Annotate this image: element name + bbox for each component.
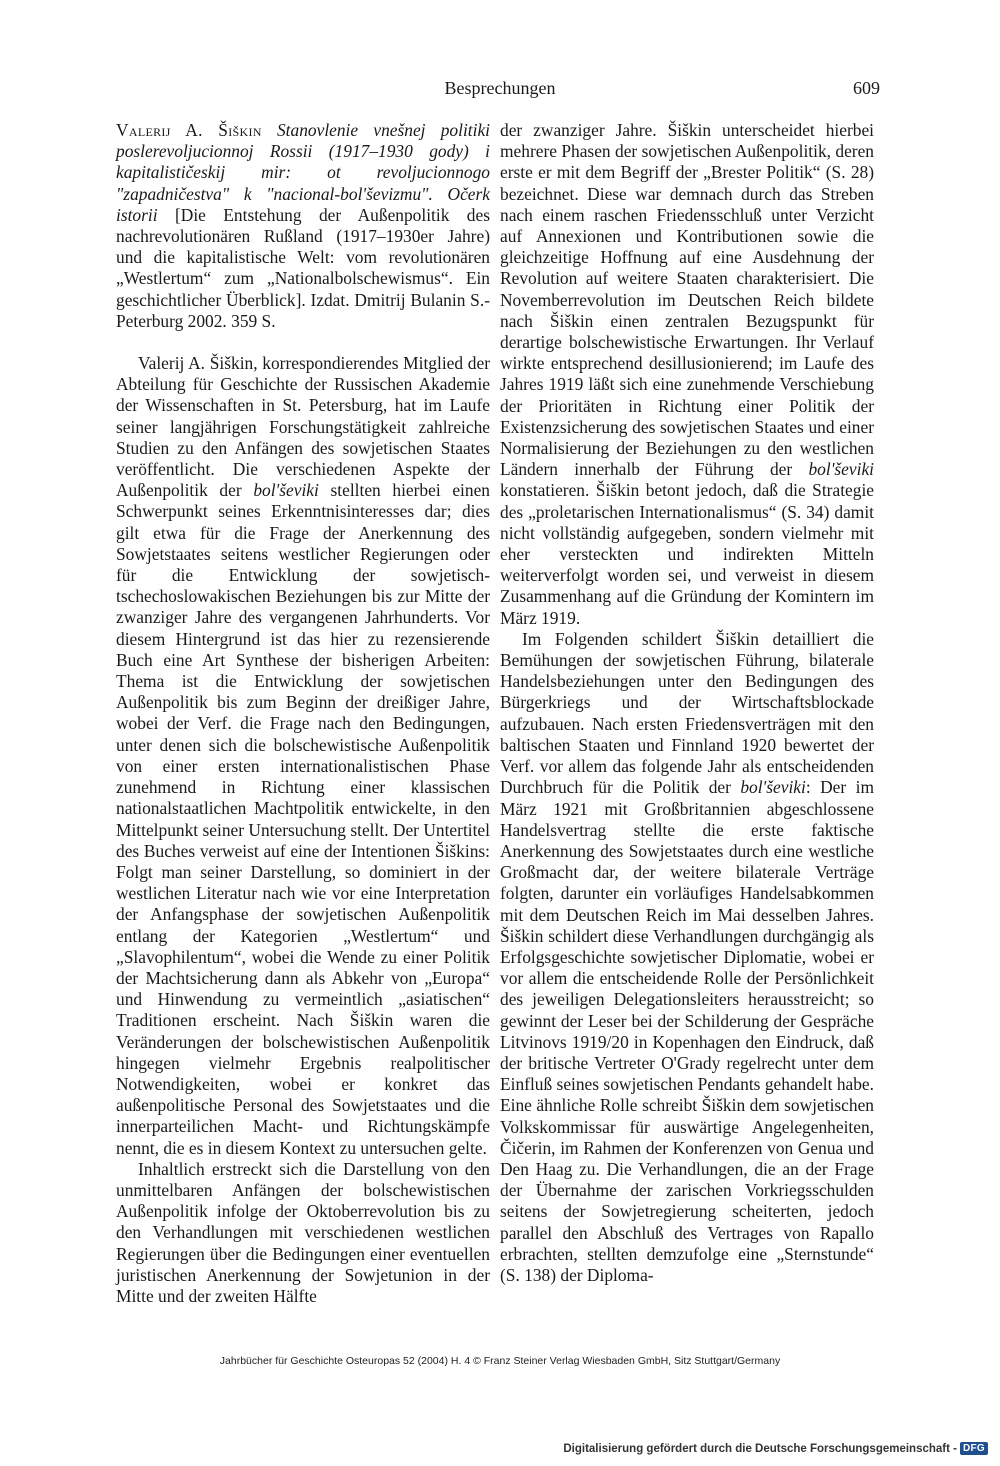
funding-notice: [563, 1442, 988, 1455]
book-citation: [116, 120, 490, 332]
citation-author: Valerij A. Šiškin: [116, 120, 262, 140]
dfg-logo: DFG: [960, 1442, 988, 1455]
paragraph: [500, 120, 874, 629]
left-column: [116, 120, 490, 1307]
right-column: [500, 120, 874, 1286]
text-run: : Der im März 1921 mit Großbritannien abgeschlossene Handelsvertrag stellte die erste faktische Anerkennung des Sowjetstaates durch eine westliche Großmacht dar, der weitere bilaterale Verträge folgten, darunter ein vorläufiges Handelsabkommen mit dem Deutschen Reich im Mai desselben Jahres. Šiškin schildert diese Verhandlungen durchgängig als Erfolgsgeschichte sowjetischer Diplomatie, wobei er vor allem die entscheidende Rolle der Persönlichkeit des jeweiligen Delegationsleiters herausstreicht; so gewinnt der Leser bei der Schilderung der Gespräche Litvinovs 1919/20 in Kopenhagen den Eindruck, daß der britische Vertreter O'Grady regelrecht unter dem Einfluß seines sowjetischen Pendants gehandelt habe. Eine ähnliche Rolle schreibt Šiškin dem sowjetischen Volkskommissar für auswärtige Angelegenheiten, Čičerin, im Rahmen der Konferenzen von Genua und Den Haag zu. Die Verhandlungen, die an der Frage der Übernahme der zarischen Vorkriegsschulden seitens der Sowjetregierung scheiterten, jedoch parallel den Abschluß des Vertrages von Rapallo erbrachten, stellten demzufolge eine „Sternstunde“ (S. 138) der Diploma-: [500, 777, 874, 1285]
text-run: Im Folgenden schildert Šiškin detailliert die Bemühungen der sowjetischen Führung, bilaterale Handelsbeziehungen unter den Bedingungen des Bürgerkriegs und der Wirtschaftsblockade aufzubauen. Nach ersten Friedensverträgen mit den baltischen Staaten und Finnland 1920 bewertet der Verf. vor allem das folgende Jahr als entscheidenden Durchbruch für die Politik der: [500, 628, 874, 798]
page-number: 609: [853, 78, 880, 98]
funding-text: Digitalisierung gefördert durch die Deutsche Forschungsgemeinschaft -: [563, 1442, 957, 1455]
text-run: der zwanziger Jahre. Šiškin unterscheidet hierbei mehrere Phasen der sowjetischen Außenpolitik, deren erste er mit dem Begriff der „Brester Politik“ (S. 28) bezeichnet. Diese war demnach durch das Streben nach einem raschen Friedensschluß unter Verzicht auf Annexionen und Kontributionen sowie die gleichzeitige Hoffnung auf eine Ausdehnung der Revolution auf weitere Staaten charakterisiert. Die Novemberrevolution im Deutschen Reich bildete nach Šiškin einen zentralen Bezugspunkt für derartige bolschewistische Erwartungen. Ihr Verlauf wirkte entsprechend desillusionierend; im Laufe des Jahres 1919 läßt sich eine zunehmende Verschiebung der Prioritäten in Richtung einer Politik der Existenzsicherung des sowjetischen Staates und einer Normalisierung der Beziehungen zu den westlichen Ländern innerhalb der Führung der: [500, 120, 874, 480]
italic-term: bol'ševiki: [253, 480, 319, 501]
citation-title: Stanovlenie vnešnej politiki poslerevoljucionnoj Rossii (1917–1930 gody) i kapitalističeskij mir: ot revoljucionnogo "zapadničestva" k "nacional-bol'ševizmu". Očerk istorii: [116, 120, 490, 225]
text-run: stellten hierbei einen Schwerpunkt seines Erkenntnisinteresses dar; dies gilt etwa für die Frage der Anerkennung des Sowjetstaates seitens westlicher Regierungen oder für die Entwicklung der sowjetisch-tschechoslowakischen Beziehungen bis zur Mitte der zwanziger Jahre des vergangenen Jahrhunderts. Vor diesem Hintergrund ist das hier zu rezensierende Buch eine Art Synthese der bisherigen Arbeiten: Thema ist die Entwicklung der sowjetischen Außenpolitik bis zum Beginn der dreißiger Jahre, wobei der Verf. die Frage nach den Bedingungen, unter denen sich die bolschewistische Außenpolitik von einer ersten internationalistischen Phase zunehmend in Richtung einer klassischen nationalstaatlichen Machtpolitik entwickelte, in den Mittelpunkt seiner Untersuchung stellt. Der Untertitel des Buches verweist auf eine der Intentionen Šiškins: Folgt man seiner Darstellung, so dominiert in der westlichen Literatur nach wie vor eine Interpretation der Anfangsphase der sowjetischen Außenpolitik entlang der Kategorien „Westlertum“ und „Slavophilentum“, wobei die Wende zu einer Politik der Machtsicherung dann als Abkehr von „Europa“ und Hinwendung zu vermeintlich „asiatischen“ Traditionen erscheint. Nach Šiškin waren die Veränderungen der bolschewistischen Außenpolitik hingegen vielmehr Ergebnis realpolitischer Notwendigkeiten, wobei er konkret das außenpolitische Personal des Sowjetstaates und die innerparteilichen Macht- und Richtungskämpfe nennt, die es in diesem Kontext zu untersuchen gelte.: [116, 480, 490, 1158]
citation-details: [Die Entstehung der Außenpolitik des nachrevolutionären Rußland (1917–1930er Jahre) und die kapitalistische Welt: vom revolutionären „Westlertum“ zum „Nationalbolschewismus“. Ein geschichtlicher Überblick]. Izdat. Dmitrij Bulanin S.-Peterburg 2002. 359 S.: [116, 204, 490, 331]
page-header: [120, 78, 880, 104]
paragraph: [500, 629, 874, 1286]
paragraph: [116, 353, 490, 1159]
running-head: Besprechungen: [444, 78, 556, 98]
text-run: konstatieren. Šiškin betont jedoch, daß die Strategie des „proletarischen Internationalismus“ (S. 34) damit nicht vollständig aufgegeben, sondern vielmehr mit eher versteckten und indirekten Mitteln weiterverfolgt worden sei, und verweist in diesem Zusammenhang auf die Gründung der Komintern im März 1919.: [500, 480, 874, 628]
italic-term: bol'ševiki: [808, 459, 874, 480]
journal-footer: Jahrbücher für Geschichte Osteuropas 52 (2004) H. 4 © Franz Steiner Verlag Wiesbaden GmbH, Sitz Stuttgart/Germany: [219, 1355, 781, 1367]
italic-term: bol'ševiki: [740, 777, 806, 798]
paragraph: [116, 1159, 490, 1307]
text-run: Valerij A. Šiškin, korrespondierendes Mitglied der Abteilung für Geschichte der Russischen Akademie der Wissenschaften in St. Petersburg, hat im Laufe seiner langjährigen Forschungstätigkeit zahlreiche Studien zu den Anfängen des sowjetischen Staates veröffentlicht. Die verschiedenen Aspekte der Außenpolitik der: [116, 353, 490, 501]
text-run: Inhaltlich erstreckt sich die Darstellung von den unmittelbaren Anfängen der bolschewistischen Außenpolitik infolge der Oktoberrevolution bis zu den Verhandlungen mit verschiedenen westlichen Regierungen über die Bedingungen einer eventuellen juristischen Anerkennung der Sowjetunion in der Mitte und der zweiten Hälfte: [116, 1158, 490, 1306]
